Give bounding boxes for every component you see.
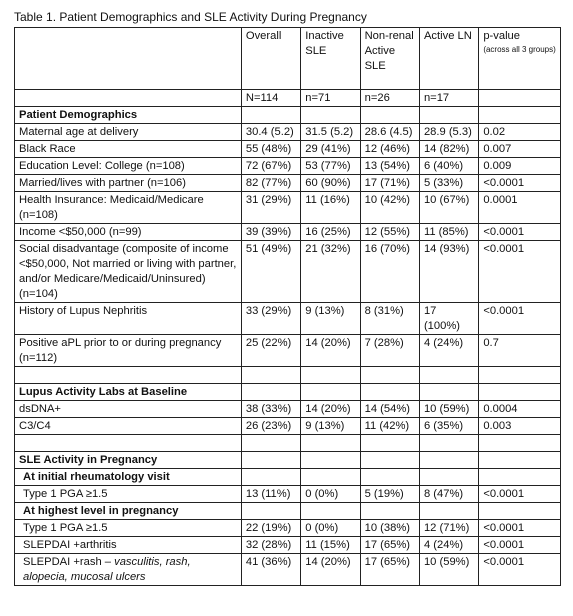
row-label: C3/C4 bbox=[15, 418, 242, 435]
cell-pvalue: 0.02 bbox=[479, 124, 561, 141]
cell-pvalue: <0.0001 bbox=[479, 224, 561, 241]
cell-overall: 39 (39%) bbox=[241, 224, 300, 241]
row-label: Education Level: College (n=108) bbox=[15, 158, 242, 175]
n-inactive: n=71 bbox=[301, 90, 360, 107]
cell-nonrenal: 8 (31%) bbox=[360, 303, 419, 335]
table-row bbox=[15, 175, 561, 192]
header-corner-cell bbox=[15, 28, 242, 90]
cell-inactive: 14 (20%) bbox=[301, 554, 360, 586]
cell-overall: 25 (22%) bbox=[241, 335, 300, 367]
cell-active-ln: 11 (85%) bbox=[419, 224, 478, 241]
cell-pvalue: <0.0001 bbox=[479, 175, 561, 192]
header-nonrenal-active-sle: Non-renal Active SLE bbox=[360, 28, 419, 90]
cell-overall: 13 (11%) bbox=[241, 486, 300, 503]
row-label: Black Race bbox=[15, 141, 242, 158]
row-label: Health Insurance: Medicaid/Medicare (n=108) bbox=[15, 192, 242, 224]
cell-overall: 72 (67%) bbox=[241, 158, 300, 175]
cell-overall: 82 (77%) bbox=[241, 175, 300, 192]
row-label-main: SLEPDAI +rash – bbox=[23, 556, 111, 568]
cell-active-ln: 28.9 (5.3) bbox=[419, 124, 478, 141]
cell-nonrenal: 17 (65%) bbox=[360, 554, 419, 586]
table-row bbox=[15, 401, 561, 418]
cell-overall: 55 (48%) bbox=[241, 141, 300, 158]
cell-pvalue: <0.0001 bbox=[479, 241, 561, 303]
cell-inactive: 14 (20%) bbox=[301, 335, 360, 367]
cell-overall: 26 (23%) bbox=[241, 418, 300, 435]
cell-nonrenal: 11 (42%) bbox=[360, 418, 419, 435]
n-overall: N=114 bbox=[241, 90, 300, 107]
subsection-row bbox=[15, 469, 561, 486]
table-row bbox=[15, 554, 561, 586]
cell-overall: 38 (33%) bbox=[241, 401, 300, 418]
cell-active-ln: 4 (24%) bbox=[419, 537, 478, 554]
table-row bbox=[15, 486, 561, 503]
cell-inactive: 53 (77%) bbox=[301, 158, 360, 175]
cell-nonrenal: 5 (19%) bbox=[360, 486, 419, 503]
table-row bbox=[15, 537, 561, 554]
cell-overall: 33 (29%) bbox=[241, 303, 300, 335]
table-title: Table 1. Patient Demographics and SLE Activity During Pregnancy bbox=[14, 10, 367, 24]
table-row bbox=[15, 520, 561, 537]
row-label-italic: vasculitis, rash, alopecia, mucosal ulcers bbox=[23, 556, 191, 583]
row-label bbox=[15, 554, 242, 586]
cell-nonrenal: 10 (42%) bbox=[360, 192, 419, 224]
cell-nonrenal: 12 (55%) bbox=[360, 224, 419, 241]
cell-pvalue: 0.7 bbox=[479, 335, 561, 367]
cell-active-ln: 10 (67%) bbox=[419, 192, 478, 224]
row-label: Social disadvantage (composite of income <$50,000, Not married or living with partner, and/or Medicare/Medicaid/Uninsured) (n=104) bbox=[15, 241, 242, 303]
cell-active-ln: 6 (40%) bbox=[419, 158, 478, 175]
row-label: dsDNA+ bbox=[15, 401, 242, 418]
cell-nonrenal: 17 (65%) bbox=[360, 537, 419, 554]
subsection-initial-visit: At initial rheumatology visit bbox=[15, 469, 242, 486]
table-row bbox=[15, 418, 561, 435]
cell-nonrenal: 12 (46%) bbox=[360, 141, 419, 158]
row-label: Income <$50,000 (n=99) bbox=[15, 224, 242, 241]
cell-pvalue: 0.003 bbox=[479, 418, 561, 435]
cell-inactive: 29 (41%) bbox=[301, 141, 360, 158]
row-label: Maternal age at delivery bbox=[15, 124, 242, 141]
table-row bbox=[15, 241, 561, 303]
cell-nonrenal: 17 (71%) bbox=[360, 175, 419, 192]
table-row bbox=[15, 141, 561, 158]
cell-active-ln: 14 (82%) bbox=[419, 141, 478, 158]
n-active-ln: n=17 bbox=[419, 90, 478, 107]
cell-pvalue: <0.0001 bbox=[479, 554, 561, 586]
cell-nonrenal: 10 (38%) bbox=[360, 520, 419, 537]
table-row bbox=[15, 303, 561, 335]
cell-active-ln: 14 (93%) bbox=[419, 241, 478, 303]
cell-inactive: 0 (0%) bbox=[301, 520, 360, 537]
n-row bbox=[15, 90, 561, 107]
cell-overall: 51 (49%) bbox=[241, 241, 300, 303]
cell-inactive: 60 (90%) bbox=[301, 175, 360, 192]
cell-overall: 41 (36%) bbox=[241, 554, 300, 586]
header-row bbox=[15, 28, 561, 90]
row-label: Type 1 PGA ≥1.5 bbox=[15, 486, 242, 503]
row-label: SLEPDAI +arthritis bbox=[15, 537, 242, 554]
table-row bbox=[15, 124, 561, 141]
header-pvalue-label: p-value bbox=[483, 30, 521, 42]
cell-inactive: 11 (16%) bbox=[301, 192, 360, 224]
section-row bbox=[15, 107, 561, 124]
table-row bbox=[15, 224, 561, 241]
demographics-table bbox=[14, 27, 561, 586]
n-nonrenal: n=26 bbox=[360, 90, 419, 107]
header-active-ln: Active LN bbox=[419, 28, 478, 90]
cell-nonrenal: 13 (54%) bbox=[360, 158, 419, 175]
cell-inactive: 9 (13%) bbox=[301, 418, 360, 435]
cell-inactive: 0 (0%) bbox=[301, 486, 360, 503]
cell-inactive: 31.5 (5.2) bbox=[301, 124, 360, 141]
cell-overall: 30.4 (5.2) bbox=[241, 124, 300, 141]
cell-pvalue: 0.009 bbox=[479, 158, 561, 175]
spacer-row bbox=[15, 435, 561, 452]
table-row bbox=[15, 335, 561, 367]
cell-inactive: 9 (13%) bbox=[301, 303, 360, 335]
cell-active-ln: 10 (59%) bbox=[419, 554, 478, 586]
header-overall: Overall bbox=[241, 28, 300, 90]
section-row bbox=[15, 384, 561, 401]
cell-overall: 22 (19%) bbox=[241, 520, 300, 537]
subsection-row bbox=[15, 503, 561, 520]
cell-active-ln: 8 (47%) bbox=[419, 486, 478, 503]
table-row bbox=[15, 192, 561, 224]
cell-active-ln: 6 (35%) bbox=[419, 418, 478, 435]
table-row bbox=[15, 158, 561, 175]
header-inactive-sle: Inactive SLE bbox=[301, 28, 360, 90]
section-labs: Lupus Activity Labs at Baseline bbox=[15, 384, 242, 401]
cell-pvalue: <0.0001 bbox=[479, 486, 561, 503]
spacer-row bbox=[15, 367, 561, 384]
row-label: History of Lupus Nephritis bbox=[15, 303, 242, 335]
cell-pvalue: <0.0001 bbox=[479, 537, 561, 554]
cell-nonrenal: 14 (54%) bbox=[360, 401, 419, 418]
section-demographics: Patient Demographics bbox=[15, 107, 242, 124]
cell-active-ln: 4 (24%) bbox=[419, 335, 478, 367]
cell-pvalue: 0.0004 bbox=[479, 401, 561, 418]
row-label: Positive aPL prior to or during pregnancy (n=112) bbox=[15, 335, 242, 367]
cell-overall: 31 (29%) bbox=[241, 192, 300, 224]
header-pvalue-note: (across all 3 groups) bbox=[483, 45, 556, 54]
cell-inactive: 14 (20%) bbox=[301, 401, 360, 418]
cell-active-ln: 5 (33%) bbox=[419, 175, 478, 192]
cell-pvalue: <0.0001 bbox=[479, 303, 561, 335]
row-label: Type 1 PGA ≥1.5 bbox=[15, 520, 242, 537]
cell-active-ln: 17 (100%) bbox=[419, 303, 478, 335]
section-row bbox=[15, 452, 561, 469]
cell-inactive: 11 (15%) bbox=[301, 537, 360, 554]
cell-active-ln: 12 (71%) bbox=[419, 520, 478, 537]
section-activity: SLE Activity in Pregnancy bbox=[15, 452, 242, 469]
cell-pvalue: 0.007 bbox=[479, 141, 561, 158]
cell-pvalue: <0.0001 bbox=[479, 520, 561, 537]
cell-pvalue: 0.0001 bbox=[479, 192, 561, 224]
cell-overall: 32 (28%) bbox=[241, 537, 300, 554]
cell-nonrenal: 16 (70%) bbox=[360, 241, 419, 303]
cell-active-ln: 10 (59%) bbox=[419, 401, 478, 418]
cell-inactive: 21 (32%) bbox=[301, 241, 360, 303]
cell-inactive: 16 (25%) bbox=[301, 224, 360, 241]
cell-nonrenal: 7 (28%) bbox=[360, 335, 419, 367]
subsection-highest-level: At highest level in pregnancy bbox=[15, 503, 242, 520]
cell-nonrenal: 28.6 (4.5) bbox=[360, 124, 419, 141]
row-label: Married/lives with partner (n=106) bbox=[15, 175, 242, 192]
header-pvalue bbox=[479, 28, 561, 90]
